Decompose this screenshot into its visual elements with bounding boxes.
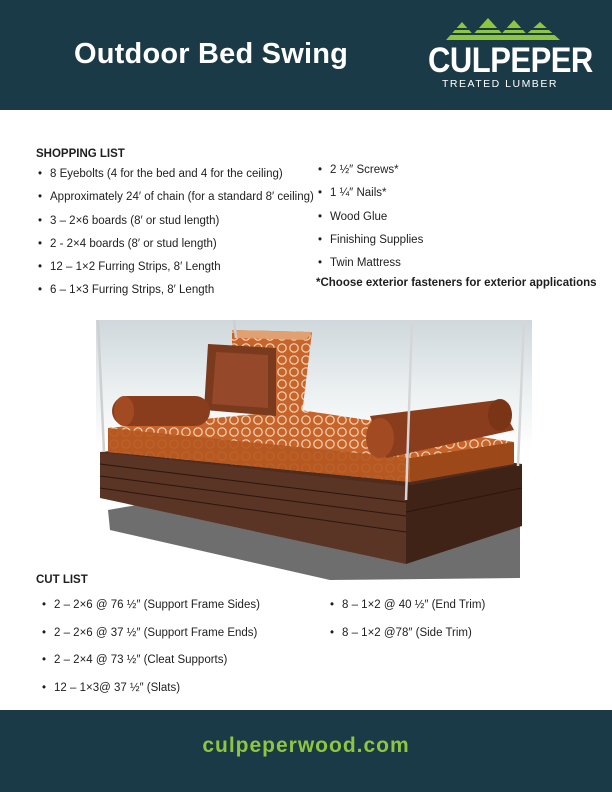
list-item: • 8 – 1×2 @ 40 ½″ (End Trim) <box>330 592 485 620</box>
footer-banner <box>0 710 612 792</box>
list-item: • 2 – 2×4 @ 73 ½″ (Cleat Supports) <box>42 647 260 675</box>
list-item: • 3 – 2×6 boards (8′ or stud length) <box>38 210 314 233</box>
shopping-list-heading: SHOPPING LIST <box>36 148 125 160</box>
cut-list-heading: CUT LIST <box>36 574 88 586</box>
list-item: • 1 ¼″ Nails* <box>318 182 423 205</box>
list-item: • 6 – 1×3 Furring Strips, 8′ Length <box>38 279 314 302</box>
logo-brand: CULPEPER <box>428 40 593 81</box>
page-title: Outdoor Bed Swing <box>74 38 349 70</box>
list-item: • 12 – 1×2 Furring Strips, 8′ Length <box>38 256 314 279</box>
cut-list-left <box>42 592 260 702</box>
list-item: • 12 – 1×3@ 37 ½″ (Slats) <box>42 675 260 703</box>
list-item: • Approximately 24′ of chain (for a standard 8′ ceiling) <box>38 186 314 209</box>
list-item: • 8 Eyebolts (4 for the bed and 4 for the ceiling) <box>38 163 314 186</box>
list-item: • Wood Glue <box>318 206 423 229</box>
header-banner <box>0 0 612 110</box>
bed-swing-illustration <box>0 318 612 596</box>
website-link[interactable]: culpeperwood.com <box>202 734 410 757</box>
shopping-list-right <box>318 159 423 275</box>
fastener-note: *Choose exterior fasteners for exterior applications <box>316 277 597 289</box>
list-item: • 8 – 1×2 @78″ (Side Trim) <box>330 620 485 648</box>
list-item: • 2 – 2×6 @ 37 ½″ (Support Frame Ends) <box>42 620 260 648</box>
culpeper-logo <box>428 18 593 98</box>
list-item: • 2 - 2×4 boards (8′ or stud length) <box>38 233 314 256</box>
list-item: • Twin Mattress <box>318 252 423 275</box>
list-item: • 2 – 2×6 @ 76 ½″ (Support Frame Sides) <box>42 592 260 620</box>
list-item: • Finishing Supplies <box>318 229 423 252</box>
list-item: • 2 ½″ Screws* <box>318 159 423 182</box>
shopping-list-left <box>38 163 314 303</box>
logo-tagline: TREATED LUMBER <box>442 78 558 90</box>
cut-list-right <box>330 592 485 647</box>
